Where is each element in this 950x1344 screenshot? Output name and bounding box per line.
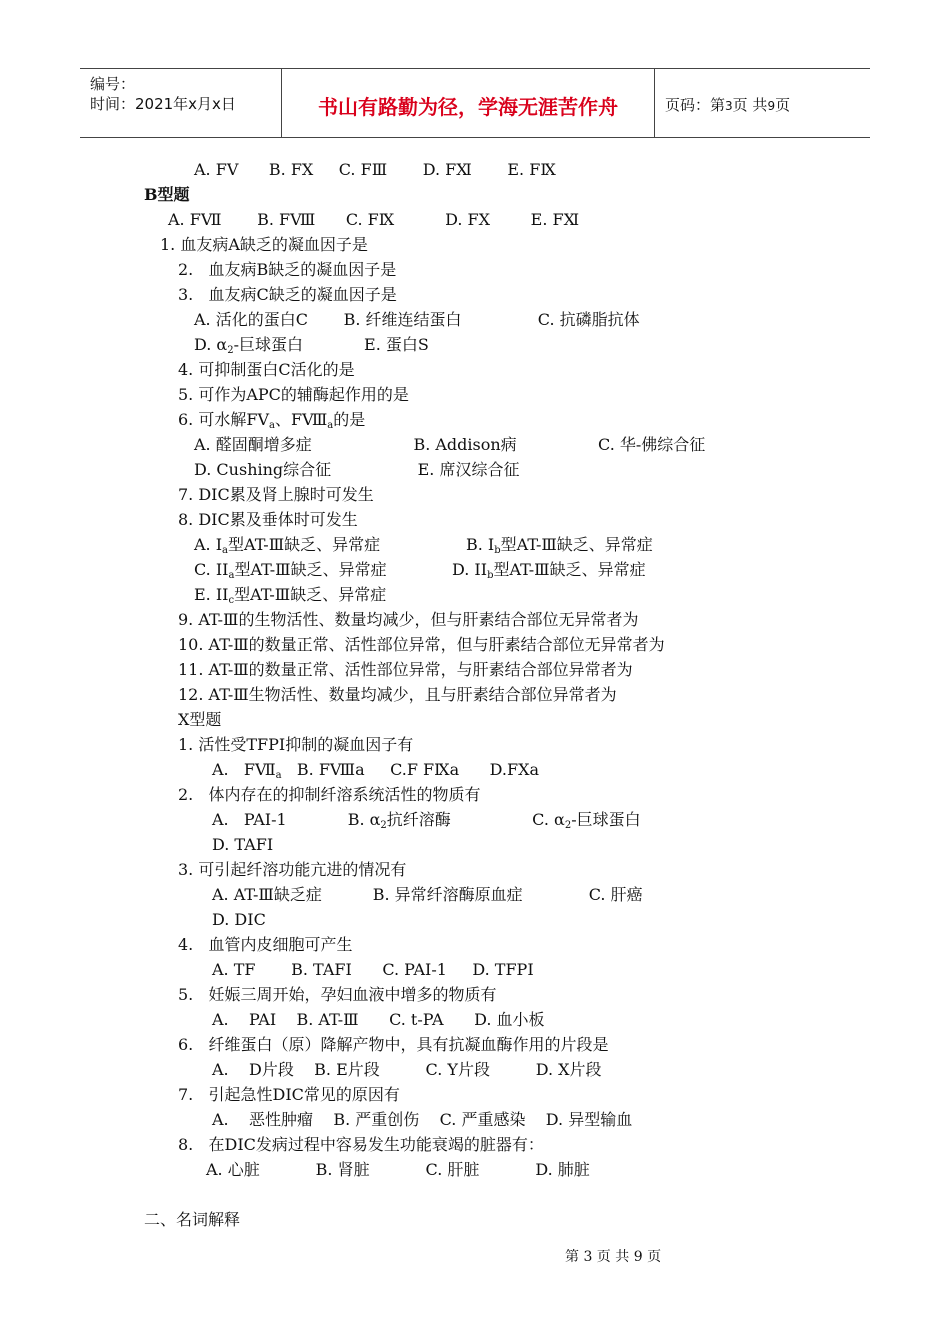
option-8c: C. $II_a$型AT-Ⅲ缺乏、异常症 [194, 560, 387, 581]
option-8e: E. $II_c$型AT-Ⅲ缺乏、异常症 [194, 585, 387, 606]
b-type-title: B型题 [144, 185, 190, 204]
x-type-title: X型题 [178, 710, 222, 729]
option-8a: A. $I_a$型AT-Ⅲ缺乏、异常症 [194, 535, 381, 556]
x-options-6: A. D片段 B. E片段 C. Y片段 D. X片段 [212, 1060, 602, 1079]
option-8d: D. $II_b$型AT-Ⅲ缺乏、异常症 [452, 560, 646, 581]
question-6: 6. 可水解$FV_a$、$FⅧ_a$的是 [178, 410, 366, 431]
x-question-1: 1. 活性受TFPI抑制的凝血因子有 [178, 735, 414, 754]
a-type-options: A. FV B. FⅩ C. FⅢ D. FⅪ E. FⅨ [194, 160, 556, 179]
x-options-5: A. PAI B. AT-Ⅲ C. t-PA D. 血小板 [212, 1010, 545, 1029]
option-8b: B. $I_b$型AT-Ⅲ缺乏、异常症 [466, 535, 653, 556]
question-8: 8. DIC累及垂体时可发生 [178, 510, 358, 529]
x-options-4: A. TF B. TAFI C. PAI-1 D. TFPI [212, 960, 534, 979]
page-indicator: 页码：第3页 共9页 [665, 96, 791, 114]
question-10: 10. AT-Ⅲ的数量正常、活性部位异常，但与肝素结合部位无异常者为 [178, 635, 665, 654]
section-2-title: 二、名词解释 [144, 1210, 241, 1229]
x-question-3: 3. 可引起纤溶功能亢进的情况有 [178, 860, 407, 879]
x-options-2-row2: D. TAFI [212, 835, 274, 854]
x-question-6: 6. 纤维蛋白（原）降解产物中，具有抗凝血酶作用的片段是 [178, 1035, 609, 1054]
question-4: 4. 可抑制蛋白C活化的是 [178, 360, 355, 379]
page-total: 9 [767, 99, 776, 113]
motto: 书山有路勤为径，学海无涯苦作舟 [318, 95, 618, 119]
question-5: 5. 可作为APC的辅酶起作用的是 [178, 385, 409, 404]
question-1: 1. 血友病A缺乏的凝血因子是 [160, 235, 368, 254]
header-motto-cell [282, 69, 655, 137]
question-2: 2. 血友病B缺乏的凝血因子是 [178, 260, 397, 279]
x-options-8: A. 心脏 B. 肾脏 C. 肝脏 D. 肺脏 [206, 1160, 590, 1179]
options-3-row2: D. $\alpha_2-$巨球蛋白 E. 蛋白S [194, 335, 429, 356]
header-meta-cell [80, 69, 282, 137]
question-9: 9. AT-Ⅲ的生物活性、数量均减少，但与肝素结合部位无异常者为 [178, 610, 639, 629]
x-options-7: A. 恶性肿瘤 B. 严重创伤 C. 严重感染 D. 异型输血 [212, 1110, 633, 1129]
options-6-row2: D. Cushing综合征 E. 席汉综合征 [194, 460, 520, 479]
question-7: 7. DIC累及肾上腺时可发生 [178, 485, 374, 504]
b-type-options: A. FⅦ B. FⅧ C. FⅨ D. FⅩ E. FⅪ [168, 210, 580, 229]
x-question-5: 5. 妊娠三周开始，孕妇血液中增多的物质有 [178, 985, 497, 1004]
x-options-3-row1: A. AT-Ⅲ缺乏症 B. 异常纤溶酶原血症 C. 肝癌 [212, 885, 643, 904]
x-question-4: 4. 血管内皮细胞可产生 [178, 935, 353, 954]
x-question-7: 7. 引起急性DIC常见的原因有 [178, 1085, 400, 1104]
options-6-row1: A. 醛固酮增多症 B. Addison病 C. 华-佛综合征 [194, 435, 706, 454]
question-11: 11. AT-Ⅲ的数量正常、活性部位异常，与肝素结合部位异常者为 [178, 660, 633, 679]
question-3: 3. 血友病C缺乏的凝血因子是 [178, 285, 397, 304]
page-footer: 第 3 页 共 9 页 [565, 1249, 662, 1265]
question-12: 12. AT-Ⅲ生物活性、数量均减少，且与肝素结合部位异常者为 [178, 685, 617, 704]
x-question-2: 2. 体内存在的抑制纤溶系统活性的物质有 [178, 785, 481, 804]
x-question-8: 8. 在DIC发病过程中容易发生功能衰竭的脏器有： [178, 1135, 544, 1154]
header-page-cell [655, 69, 870, 137]
time-label: 时间：2021年x月x日 [90, 95, 236, 113]
document-header [80, 68, 870, 138]
x-options-2-row1: A. PAI-1 B. $\alpha_2$抗纤溶酶 C. $\alpha_2-$巨球蛋白 [212, 810, 641, 831]
x-options-3-row2: D. DIC [212, 910, 266, 929]
page-current: 3 [725, 99, 733, 113]
x-options-1: A. $FⅦ_a$ B. FⅧa C.F FⅨa D.FⅩa [212, 760, 539, 781]
options-3-row1: A. 活化的蛋白C B. 纤维连结蛋白 C. 抗磷脂抗体 [194, 310, 640, 329]
code-label: 编号： [90, 75, 136, 93]
